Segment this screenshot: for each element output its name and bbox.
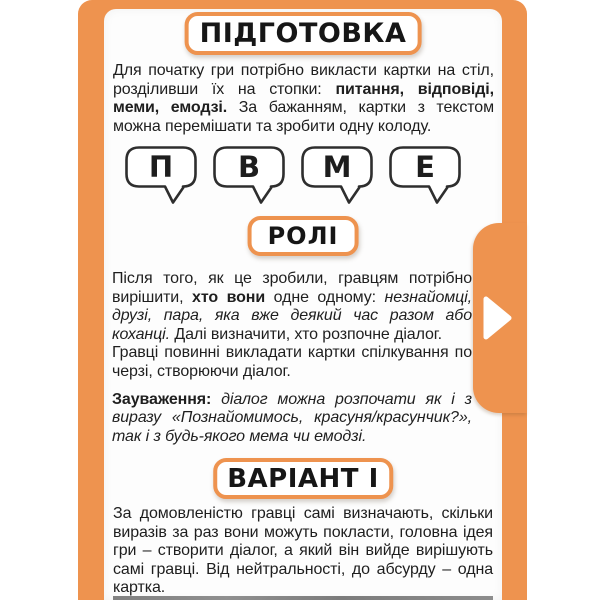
- note-text: діалог можна розпочати як і з виразу «Познайомимось, красуня/красунчик?», так і з будь-якого мема чи емодзі.: [112, 390, 472, 445]
- note-label: Зауваження:: [112, 390, 212, 408]
- paragraph-roles-1: [112, 270, 472, 344]
- next-page-tab[interactable]: [473, 223, 527, 413]
- roles-run-italic: незнайомці, друзі, пара, яка вже деякий час разом або коханці.: [112, 288, 473, 343]
- paragraph-preparation: [113, 62, 494, 136]
- heading-roles: [248, 216, 359, 256]
- roles-run-bold: хто вони: [192, 288, 266, 306]
- bubble-letter: В: [237, 150, 261, 184]
- bubble-letter: П: [148, 150, 174, 184]
- instruction-panel: [104, 9, 502, 600]
- paragraph-note: [112, 391, 472, 447]
- play-right-icon: [482, 295, 512, 341]
- heading-preparation: [185, 12, 422, 55]
- heading-roles-label: РОЛІ: [267, 222, 339, 250]
- prep-run-3: За бажанням, картки з текстом можна перемішати та зробити одну колоду.: [113, 99, 494, 135]
- card-frame: [78, 0, 527, 600]
- speech-bubble-p-icon: [125, 146, 197, 206]
- roles-run-1: Після того, як це зробили, гравцям потрібно вирішити,: [112, 270, 472, 306]
- heading-preparation-label: ПІДГОТОВКА: [199, 18, 407, 49]
- roles-run-5: Далі визначити, хто розпочне діалог.: [169, 325, 442, 343]
- heading-variant1-label: ВАРІАНТ І: [227, 463, 379, 494]
- cropped-text-line: [113, 596, 493, 600]
- bubble-letter: Е: [415, 150, 435, 184]
- speech-bubble-m-icon: [301, 146, 373, 206]
- paragraph-roles-2: Гравці повинні викладати картки спілкування по черзі, створюючи діалог.: [112, 344, 472, 380]
- speech-bubble-v-icon: [213, 146, 285, 206]
- heading-variant1: [213, 458, 393, 499]
- roles-section-text: [112, 270, 472, 446]
- prep-run-1: Для початку гри потрібно викласти картки на стіл, розділивши їх на стопки:: [113, 62, 494, 98]
- roles-run-3: одне одному:: [265, 288, 385, 306]
- speech-bubble-e-icon: [389, 146, 461, 206]
- paragraph-variant1: За домовленістю гравці самі визначають, скільки виразів за раз вони можуть покласти, головна ідея гри – створити діалог, а який він вийде вирішують самі гравці. Від нейтральності, до абсурду – одна картка.: [113, 505, 493, 597]
- letter-bubbles-row: [125, 146, 461, 206]
- prep-run-bold: питання, відповіді, меми, емодзі.: [113, 80, 494, 117]
- bubble-letter: М: [322, 150, 352, 184]
